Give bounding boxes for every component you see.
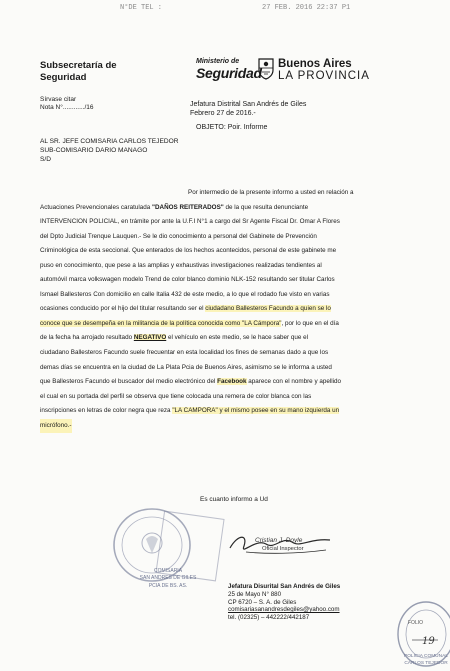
body-line-15: el cual en su portada del perfil se observa que tiene colocada una remera de color blanca con las: [40, 392, 312, 400]
footer-line-1: Jefatura Disurital San Andrés de Giles: [228, 583, 341, 590]
footer-email-link[interactable]: comisariasanandresdegiles@yahoo.com: [228, 606, 340, 614]
addressee-line-2: SUB-COMISARIO DARIO MANAGO: [40, 147, 148, 154]
stamp-left-line-2: SAN ANDRES DE GILES: [139, 575, 197, 581]
subsecretaria-title: Subsecretaría de Seguridad: [40, 60, 117, 83]
footer-address: [228, 583, 340, 622]
body-line-3: INTERVENCION POLICIAL, en trámite por ante la U.F.I N°1 a cargo del Sr Agente Fiscal Dr. Omar A Flores: [40, 218, 340, 226]
signer-name: Cristian J. Doyle: [255, 537, 303, 544]
fax-header-left: N°DE TEL :: [120, 4, 163, 12]
stamp-right-line-2: CARLOS TEJEDOR: [404, 661, 448, 666]
folio-label: FOLIO: [408, 620, 424, 626]
body-line-9: ocasiones conducido por el hijo del titular resultando ser el ciudadano Ballesteros Facundo a quien se lo: [40, 305, 331, 313]
body-line-12: ciudadano Ballesteros Facundo suele frecuentar en esta localidad los fines de semanas dado a que los: [40, 349, 329, 357]
addressee-line-3: S/D: [40, 156, 51, 163]
body-line-13: demas días se encuentra en la ciudad de La Plata Pcia de Buenos Aires, asimismo se le informa a usted: [40, 363, 332, 371]
body-line-5: Criminológica de esta seccional. Que enterados de los hechos acontecidos, personal de este gabinete me: [40, 247, 337, 255]
nota-number: Nota N°............/16: [40, 104, 94, 111]
body-line-1: Por intermedio de la presente informo a usted en relación a: [188, 189, 354, 196]
seguridad-label: Seguridad: [196, 65, 262, 81]
police-seal-stamp: [108, 505, 226, 605]
body-line-14: que Ballesteros Facundo el buscador del medio electrónico del Facebook aparece con el nombre y apellido: [40, 378, 342, 386]
folio-number: 19: [422, 636, 435, 647]
footer-line-3: CP 6720 – S. A. de Giles: [228, 598, 297, 606]
body-line-7: automóvil marca volkswagen modelo Trend de color blanco dominio NLK-152 resultando ser titular Carlos: [40, 276, 335, 284]
objeto-line: OBJETO: Poir. Informe: [196, 124, 268, 131]
jefatura-block: [190, 101, 306, 118]
body-line-8: Ismael Ballesteros Con domicilio en calle Italia 432 de este medio, a lo que el rodado fue visto en varias: [40, 290, 330, 298]
closing-line: Es cuanto informo a Ud: [200, 496, 268, 503]
fax-header-right: 27 FEB. 2016 22:37 P1: [262, 4, 351, 12]
buenos-aires-label: Buenos Aires: [278, 58, 352, 70]
letter-body: [40, 186, 398, 433]
date-line: Febrero 27 de 2016.-: [190, 109, 256, 117]
stamp-right-line-1: POLICIA COMUNAL: [404, 654, 448, 659]
body-line-10: conoce que se desempeña en la militancia de la política conocida como "LA Cámpora", por lo que en el día: [40, 319, 339, 327]
la-provincia-label: LA PROVINCIA: [278, 70, 370, 82]
body-line-6: puso en conocimiento, que pese a las amplias y exhaustivas investigaciones realizadas tendientes al: [40, 261, 322, 269]
footer-line-2: 25 de Mayo N° 880: [228, 590, 282, 598]
addressee-block: [40, 137, 179, 164]
signer-role: Oficial Inspector: [262, 546, 304, 552]
body-line-11: de la fecha ha arrojado resultado NEGATIVO el vehículo en este medio, se le hace saber que el: [40, 334, 309, 342]
province-shield-icon: [258, 58, 274, 80]
stamp-left-line-1: COMISARIA: [153, 568, 183, 574]
sirvase-citar: Sírvase citar: [40, 96, 77, 103]
body-line-16: inscripciones en letras de color negra que reza "LA CAMPORA" y el mismo posee en su mano izquierda un: [40, 407, 340, 415]
body-line-2: Actuaciones Prevencionales caratulada "DAÑOS REITERADOS" de la que resulta denunciante: [40, 203, 309, 211]
body-line-4: del Dpto Judicial Trenque Lauquen.- Se le dio conocimiento a personal del Gabinete de Prevención: [40, 232, 317, 240]
ministerio-label: Ministerio de: [196, 58, 240, 65]
footer-phone: tel. (02325) – 442222/442187: [228, 614, 310, 622]
stamp-left-line-3: PCIA DE BS. AS.: [148, 583, 188, 589]
reference-block: [40, 96, 94, 112]
jefatura-line: Jefatura Distrital San Andrés de Giles: [190, 101, 307, 108]
body-line-17: micrófono.-: [40, 419, 72, 434]
addressee-line-1: AL SR. JEFE COMISARIA CARLOS TEJEDOR: [40, 138, 179, 145]
